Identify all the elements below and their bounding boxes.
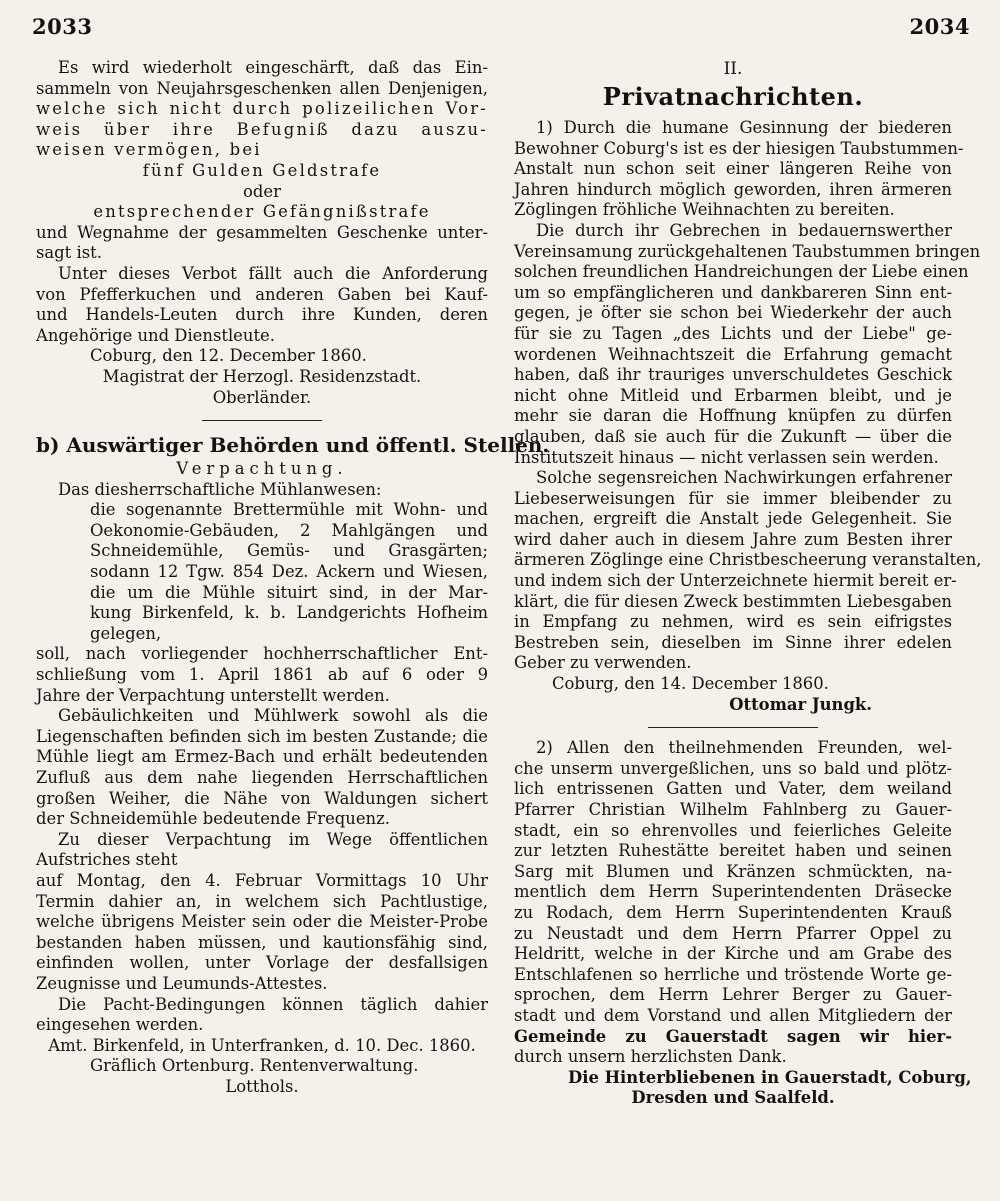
text-line: Die durch ihr Gebrechen in bedauernswerther	[536, 220, 952, 240]
text-line: Aufstriches steht	[36, 850, 178, 870]
text-line: sammeln von Neujahrsgeschenken allen Denjenigen,	[36, 78, 488, 98]
closing-line: Die Hinterbliebenen in Gauerstadt, Coburg,	[568, 1067, 972, 1087]
lease-items	[36, 500, 488, 644]
text-line: klärt, die für diesen Zweck bestimmten Liebesgaben	[514, 591, 952, 611]
text-line: Termin dahier an, in welchem sich Pachtlustige,	[36, 891, 488, 911]
text-line: Liebeserweisungen für sie immer bleibender zu	[514, 488, 952, 508]
text-line: solchen freundlichen Handreichungen der Liebe einen	[514, 262, 969, 282]
text-line: Zeugnisse und Leumunds-Attestes.	[36, 973, 328, 993]
text-line: die sogenannte Brettermühle mit Wohn- und	[90, 500, 488, 520]
text-line: che unserm unvergeßlichen, uns so bald und plötz-	[514, 758, 952, 778]
text-line: um so empfänglicheren und dankbareren Sinn ent-	[514, 282, 952, 302]
text-line: sprochen, dem Herrn Lehrer Berger zu Gauer-	[514, 985, 952, 1005]
divider-rule	[202, 420, 322, 421]
text-line: Jahren hindurch möglich geworden, ihren ärmeren	[514, 179, 952, 199]
lease-title: Verpachtung.	[176, 459, 348, 479]
section-numeral: II.	[723, 59, 743, 79]
text-line: Heldritt, welche in der Kirche und am Grabe des	[514, 944, 952, 964]
text-line: gegen, je öfter sie schon bei Wiederkehr der auch	[514, 303, 952, 323]
text-line: Solche segensreichen Nachwirkungen erfahrener	[536, 468, 952, 488]
text-line: zu Neustadt und dem Herrn Pfarrer Oppel zu	[514, 923, 952, 943]
text-line: gelegen,	[90, 623, 162, 643]
text-line: und Wegnahme der gesammelten Geschenke unter-	[36, 222, 488, 242]
divider-rule	[648, 727, 818, 728]
text-line: ärmeren Zöglinge eine Christbescheerung veranstalten,	[514, 550, 982, 570]
text-line: wird daher auch in diesem Jahre zum Besten ihrer	[514, 529, 952, 549]
text-line: in Empfang zu nehmen, wird es sein eifrigstes	[514, 612, 952, 632]
right-column	[514, 58, 982, 1109]
section-heading: Privatnachrichten.	[602, 82, 864, 111]
office-signer: Lotthols.	[225, 1076, 299, 1096]
page-number-left: 2033	[32, 14, 93, 39]
text-line: eingesehen werden.	[36, 1015, 204, 1035]
text-line: Zu dieser Verpachtung im Wege öffentlichen	[58, 829, 488, 849]
text-line: Es wird wiederholt eingeschärft, daß das Ein-	[58, 58, 488, 77]
text-line: großen Weiher, die Nähe von Waldungen sichert	[36, 788, 488, 808]
text-line: Geber zu verwenden.	[514, 653, 692, 673]
penalty-line: fünf Gulden Geldstrafe	[142, 160, 382, 180]
text-line: glauben, daß sie auch für die Zukunft — über die	[514, 426, 952, 446]
notice-date: Coburg, den 14. December 1860.	[552, 674, 829, 694]
text-line: durch unsern herzlichsten Dank.	[514, 1047, 787, 1067]
section-heading: b) Auswärtiger Behörden und öffentl. Stellen.	[36, 433, 550, 458]
text-line: haben, daß ihr trauriges unverschuldetes Geschick	[514, 365, 952, 385]
text-line: welche sich nicht durch polizeilichen Vor-	[36, 99, 488, 119]
text-line: soll, nach vorliegender hochherrschaftlicher Ent-	[36, 644, 488, 664]
text-line: Bestreben sein, dieselben im Sinne ihrer edelen	[514, 632, 952, 652]
buildings-paragraph	[36, 706, 488, 830]
paragraph-2	[514, 220, 981, 468]
text-line: stadt und dem Vorstand und allen Mitgliedern der	[514, 1005, 952, 1025]
text-line: Jahre der Verpachtung unterstellt werden.	[36, 685, 390, 705]
text-line: mehr sie daran die Hoffnung knüpfen zu dürfen	[514, 406, 952, 426]
text-line: Vereinsamung zurückgehaltenen Taubstummen bringen	[514, 241, 981, 261]
text-line: kung Birkenfeld, k. b. Landgerichts Hofheim	[90, 603, 488, 623]
text-line: Oekonomie-Gebäuden, 2 Mahlgängen und	[90, 520, 488, 540]
text-line: weisen vermögen, bei	[36, 140, 262, 160]
text-line: die um die Mühle situirt sind, in der Mar-	[90, 582, 488, 602]
text-line: und Handels-Leuten durch ihre Kunden, deren	[36, 305, 488, 325]
text-line: Sarg mit Blumen und Kränzen schmückten, na-	[514, 861, 952, 881]
text-line: nicht ohne Mitleid und Erbarmen bleibt, und je	[514, 385, 952, 405]
text-line: welche übrigens Meister sein oder die Meister-Probe	[36, 912, 488, 932]
text-line: mentlich dem Herrn Superintendenten Dräsecke	[514, 882, 952, 902]
text-line: Institutszeit hinaus — nicht verlassen sein werden.	[514, 447, 939, 467]
text-line: 1) Durch die humane Gesinnung der biederen	[536, 118, 952, 137]
text-line: Gemeinde zu Gauerstadt sagen wir hier-	[514, 1026, 952, 1046]
text-line: Angehörige und Dienstleute.	[36, 325, 275, 345]
text-line: schließung vom 1. April 1861 ab auf 6 oder 9	[36, 665, 488, 685]
paragraph-3	[514, 468, 982, 674]
penalty-line: entsprechender Gefängnißstrafe	[93, 202, 431, 222]
ban-paragraph	[36, 264, 488, 346]
text-line: einfinden wollen, unter Vorlage der desfallsigen	[36, 953, 488, 973]
text-line: Zufluß aus dem nahe liegenden Herrschaftlichen	[36, 768, 488, 787]
notice-authority: Magistrat der Herzogl. Residenzstadt.	[102, 366, 422, 386]
conditions-paragraph	[36, 995, 488, 1036]
paragraph-1	[514, 118, 964, 221]
lease-body	[36, 644, 488, 706]
text-line: Bewohner Coburg's ist es der hiesigen Taubstummen-	[514, 138, 964, 158]
notice-signer: Oberländer.	[212, 387, 312, 407]
text-line: 2) Allen den theilnehmenden Freunden, wel-	[536, 738, 952, 758]
text-line: machen, ergreift die Anstalt jede Gelegenheit. Sie	[514, 509, 952, 529]
text-line: Pfarrer Christian Wilhelm Fahlnberg zu Gauer-	[514, 800, 952, 819]
lease-intro: Das diesherrschaftliche Mühlanwesen:	[58, 479, 382, 499]
text-line: Gebäulichkeiten und Mühlwerk sowohl als die	[58, 706, 488, 726]
text-line: sodann 12 Tgw. 854 Dez. Ackern und Wiesen,	[90, 562, 488, 582]
left-column	[36, 58, 550, 1098]
text-line: lich entrissenen Gatten und Vater, dem weiland	[514, 779, 952, 799]
text-line: und indem sich der Unterzeichnete hiermit bereit er-	[514, 571, 957, 591]
text-line: wordenen Weihnachtszeit die Erfahrung gemacht	[514, 344, 952, 364]
text-line: auf Montag, den 4. Februar Vormittags 10 Uhr	[36, 870, 488, 890]
text-line: sagt ist.	[36, 243, 102, 263]
text-line: Zöglingen fröhliche Weihnachten zu bereiten.	[514, 200, 895, 220]
text-line: zu Rodach, dem Herrn Superintendenten Krauß	[514, 902, 952, 922]
text-line: der Schneidemühle bedeutende Frequenz.	[36, 809, 390, 829]
office-line: Amt. Birkenfeld, in Unterfranken, d. 10. Dec. 1860.	[48, 1035, 476, 1055]
closing-line: Dresden und Saalfeld.	[631, 1088, 835, 1108]
office-name: Gräflich Ortenburg. Rentenverwaltung.	[90, 1056, 419, 1076]
text-line: weis über ihre Befugniß dazu auszu-	[36, 119, 488, 139]
text-line: Die Pacht-Bedingungen können täglich dahier	[58, 994, 488, 1014]
or-line: oder	[243, 181, 281, 201]
text-line: Entschlafenen so herrliche und tröstende Worte ge-	[514, 964, 952, 984]
auction-paragraph	[36, 830, 488, 995]
text-line: Schneidemühle, Gemüs- und Grasgärten;	[90, 541, 488, 561]
text-line: für sie zu Tagen „des Lichts und der Liebe" ge-	[514, 323, 952, 343]
page-number-right: 2034	[909, 14, 970, 39]
paragraph-4	[514, 738, 952, 1068]
text-line: Unter dieses Verbot fällt auch die Anforderung	[58, 263, 488, 283]
text-line: stadt, ein so ehrenvolles und feierliches Geleite	[514, 820, 952, 840]
text-line: bestanden haben müssen, und kautionsfähig sind,	[36, 932, 488, 952]
notice-signer: Ottomar Jungk.	[729, 694, 872, 714]
text-line: von Pfefferkuchen und anderen Gaben bei Kauf-	[36, 284, 488, 304]
text-line: Mühle liegt am Ermez-Bach und erhält bedeutenden	[36, 747, 488, 767]
text-line: Anstalt nun schon seit einer längeren Reihe von	[514, 159, 952, 179]
text-line: Liegenschaften befinden sich im besten Zustande; die	[36, 726, 488, 746]
notice-date: Coburg, den 12. December 1860.	[90, 346, 367, 366]
text-line: zur letzten Ruhestätte bereitet haben und seinen	[514, 841, 952, 861]
notice-paragraph	[36, 58, 488, 264]
